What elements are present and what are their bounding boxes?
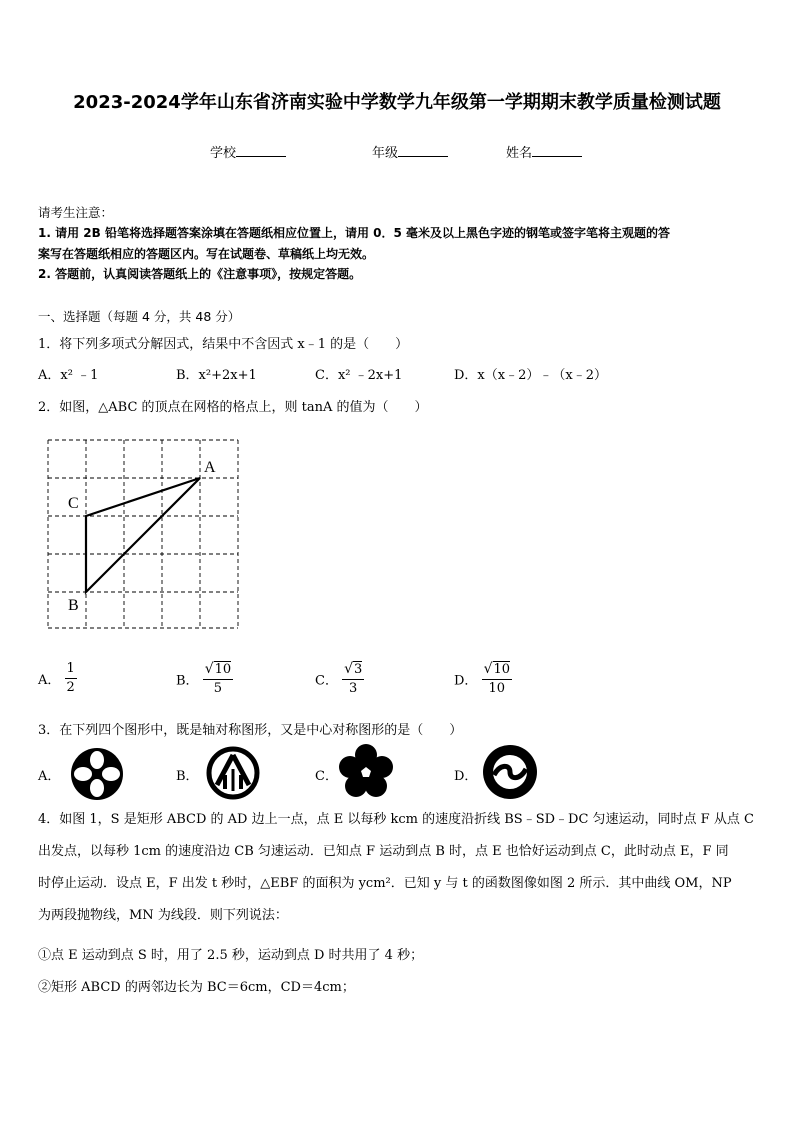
triangle-abc (86, 478, 200, 592)
fraction-c: $\frac{√3}{3}$ (344, 661, 363, 696)
q4-line4: 为两段抛物线，MN 为线段．则下列说法： (38, 908, 288, 923)
q3-option-d-label[interactable]: D． (454, 769, 478, 784)
school-blank[interactable] (236, 144, 286, 157)
grade-blank[interactable] (398, 144, 448, 157)
school-field (210, 142, 286, 161)
q3-option-a-label[interactable]: A． (38, 769, 61, 784)
fraction-a: $\frac{1}{2}$ (66, 661, 75, 695)
vertex-label-c: C (68, 495, 79, 512)
q1-option-d[interactable]: D．x（x﹣2）﹣（x﹣2） (454, 368, 607, 383)
q3-symbol-a-icon (66, 746, 128, 802)
q2-grid-figure (44, 436, 244, 632)
q3-symbol-c-icon (338, 744, 394, 800)
grade-field (372, 142, 448, 161)
notice-heading: 请考生注意： (38, 205, 114, 220)
name-blank[interactable] (532, 144, 582, 157)
q3-option-c-label[interactable]: C． (315, 769, 338, 784)
school-label: 学校 (210, 146, 237, 161)
notice-line2: 2. 答题前，认真阅读答题纸上的《注意事项》，按规定答题。 (38, 267, 362, 281)
q1-option-a[interactable]: A．x² ﹣1 (38, 368, 99, 383)
q4-statement-2: ②矩形 ABCD 的两邻边长为 BC＝6cm，CD＝4cm； (38, 980, 355, 995)
q2-option-b[interactable]: B． $\frac{√10}{5}$ (176, 661, 232, 696)
q1-option-b[interactable]: B．x²+2x+1 (176, 368, 257, 383)
grade-label: 年级 (372, 146, 399, 161)
q1-option-c[interactable]: C．x² ﹣2x+1 (315, 368, 403, 383)
q2-option-c[interactable]: C． $\frac{√3}{3}$ (315, 661, 363, 696)
q3-symbol-d-icon (480, 742, 540, 802)
notice-line1b: 案写在答题纸相应的答题区内。写在试题卷、草稿纸上均无效。 (38, 247, 375, 261)
name-label: 姓名 (506, 146, 533, 161)
q2-option-d[interactable]: D． $\frac{√10}{10}$ (454, 661, 511, 696)
q4-line3: 时停止运动．设点 E，F 出发 t 秒时，△EBF 的面积为 ycm²．已知 y 与 t 的函数图像如图 2 所示．其中曲线 OM，NP (38, 876, 732, 891)
q4-statement-1: ①点 E 运动到点 S 时，用了 2.5 秒，运动到点 D 时共用了 4 秒； (38, 948, 424, 963)
q3-stem: 3．在下列四个图形中，既是轴对称图形，又是中心对称图形的是（ ） (38, 723, 463, 738)
q3-symbol-b-icon (204, 745, 262, 801)
q1-stem: 1．将下列多项式分解因式，结果中不含因式 x﹣1 的是（ ） (38, 337, 409, 352)
fraction-b: $\frac{√10}{5}$ (204, 661, 232, 696)
q3-option-b-label[interactable]: B． (176, 769, 199, 784)
vertex-label-a: A (204, 459, 216, 476)
section-heading: 一、选择题（每题 4 分，共 48 分） (38, 309, 241, 324)
q2-option-a[interactable]: A． $\frac{1}{2}$ (38, 661, 75, 695)
q2-stem: 2．如图，△ABC 的顶点在网格的格点上，则 tanA 的值为（ ） (38, 400, 428, 415)
q4-line2: 出发点，以每秒 1cm 的速度沿边 CB 匀速运动．已知点 F 运动到点 B 时，点 E 也恰好运动到点 C，此时动点 E，F 同 (38, 844, 729, 859)
q4-line1: 4．如图 1，S 是矩形 ABCD 的 AD 边上一点，点 E 以每秒 kcm 的速度沿折线 BS﹣SD﹣DC 匀速运动，同时点 F 从点 C (38, 812, 754, 827)
name-field (506, 142, 582, 161)
page-title: 2023-2024学年山东省济南实验中学数学九年级第一学期期末教学质量检测试题 (73, 92, 721, 113)
fraction-d: $\frac{√10}{10}$ (483, 661, 511, 696)
vertex-label-b: B (68, 597, 79, 614)
notice-line1: 1. 请用 2B 铅笔将选择题答案涂填在答题纸相应位置上，请用 0．5 毫米及以上黑色字迹的钢笔或签字笔将主观题的答 (38, 226, 670, 240)
